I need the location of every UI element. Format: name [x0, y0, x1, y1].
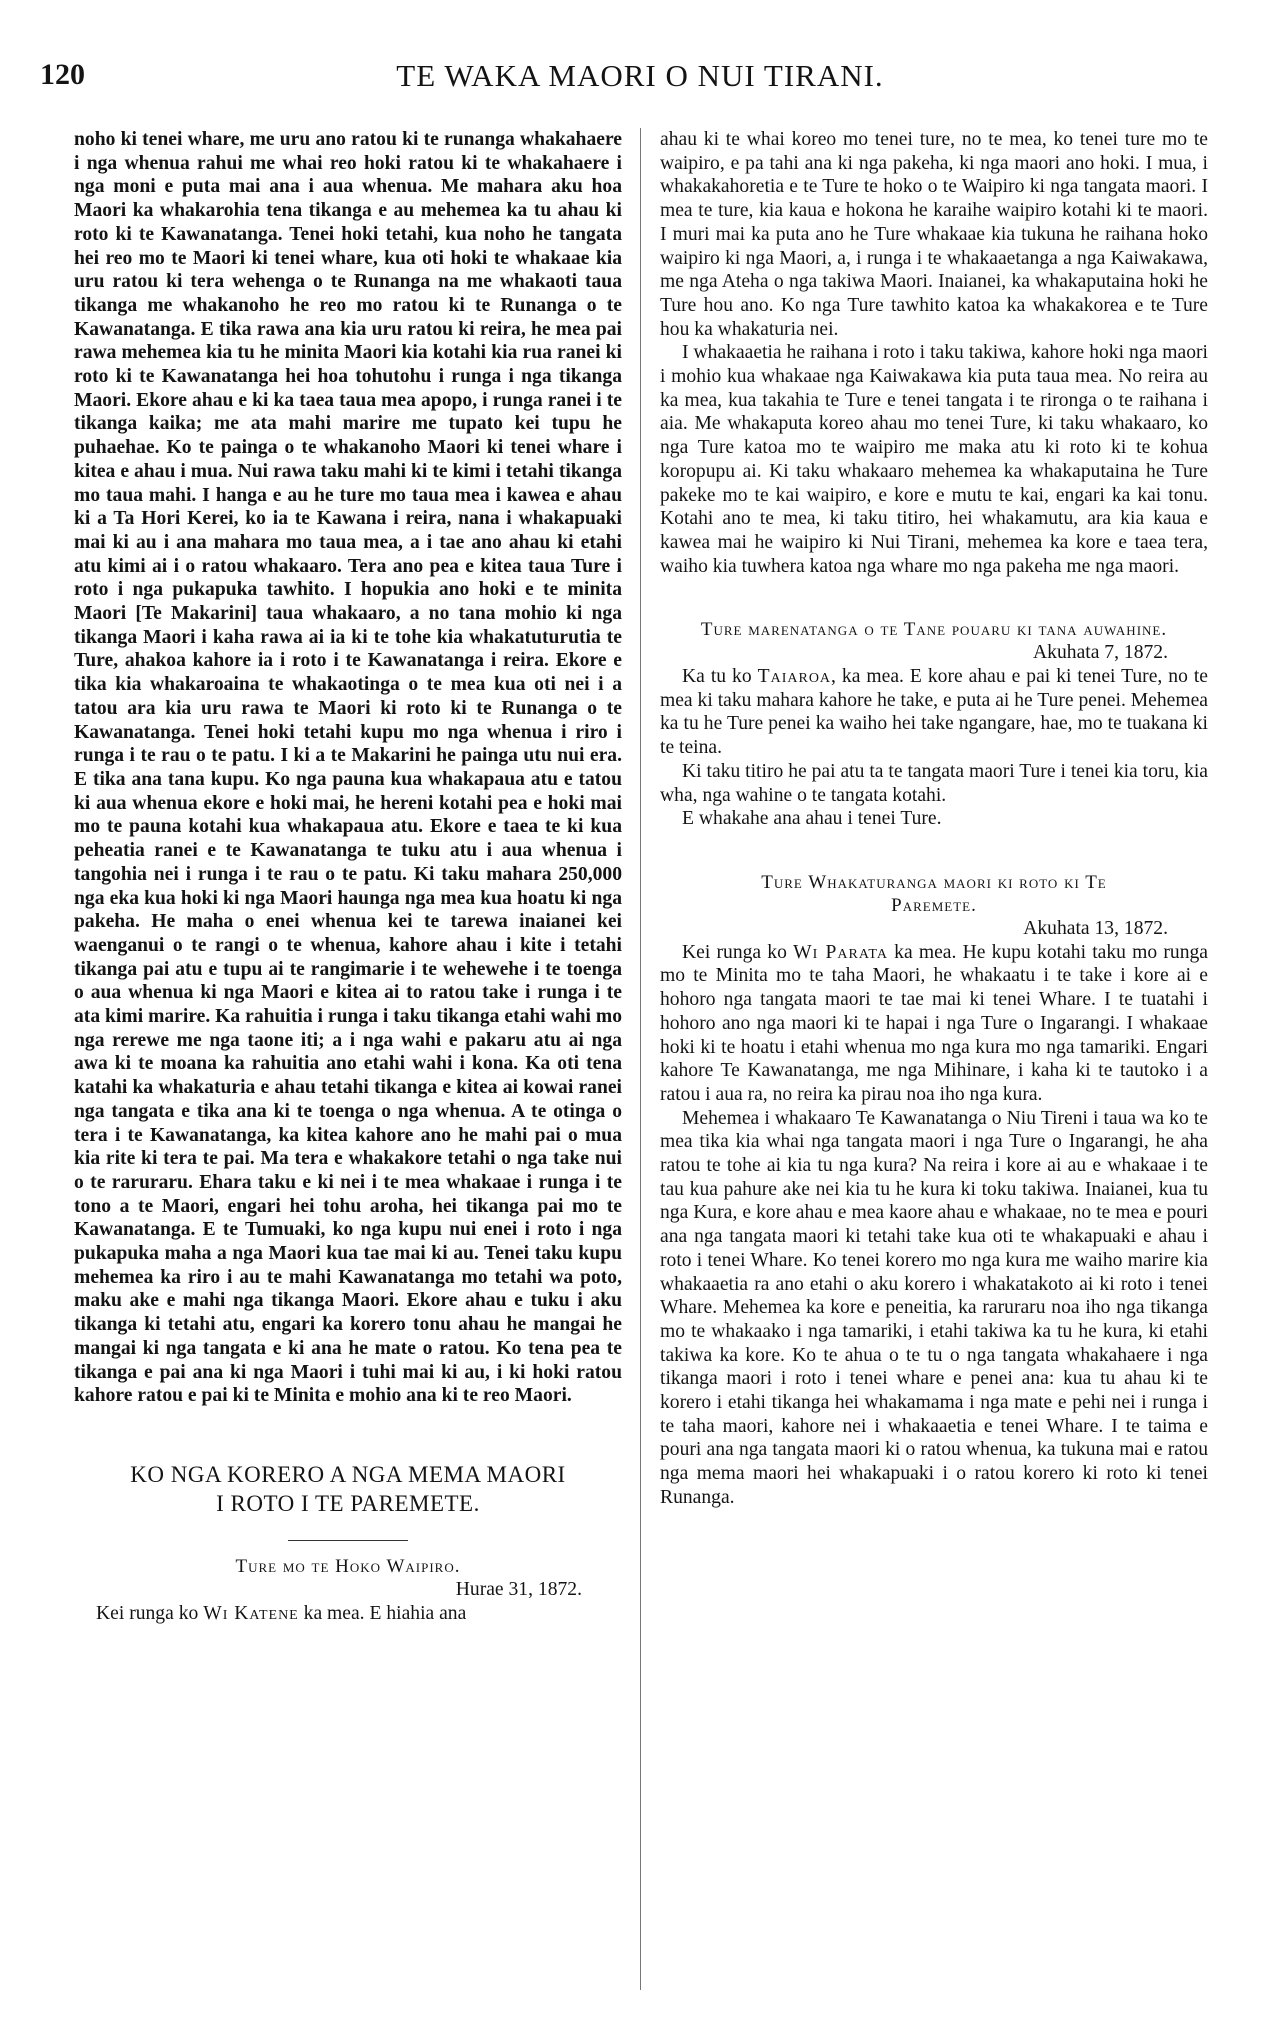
speaker-name: Wi Parata — [793, 941, 888, 963]
sub-heading: Ture Whakaturanga maori ki roto ki Te — [761, 871, 1107, 893]
sub-heading: Ture mo te Hoko Waipiro. — [235, 1555, 461, 1577]
heading-rule — [288, 1540, 408, 1541]
sub-heading: Paremete. — [891, 894, 977, 916]
right-column — [660, 128, 1208, 1510]
heading-block — [660, 871, 1208, 941]
page-number: 120 — [40, 58, 85, 91]
speaker-rest: , ka mea. E kore ahau e pai ki tenei Ture, no te mea ki taku mahara kahore he take, e puta ai he Ture penei. Mehemea ka tu he Ture penei ka waiho hei take ngangare, hae, mo te tuakana ki te teina. — [660, 666, 1208, 759]
speaker-intro: Kei runga ko — [682, 941, 787, 963]
paragraph — [74, 1602, 622, 1626]
running-title: TE WAKA MAORI O NUI TIRANI. — [396, 58, 884, 93]
paragraph: noho ki tenei whare, me uru ano ratou ki te runanga whakahaere i nga whenua rahui me whai reo hoki ratou ki te whakahaere i nga moni e puta mai ana i aua whenua. Me mahara aku hoa Maori ka whakarohia tena tikanga e au mehemea ka tu ahau ki roto ki te Kawanatanga. Tenei hoki tetahi, kua noho he tangata hei reo mo te Maori ki tenei whare, kua oti hoki te whakaae kia uru ratou ki tera wehenga o te Runanga na me whakaoti taua tikanga me whakanoho he reo mo ratou ki te Runanga o te Kawanatanga. E tika rawa ana kia uru ratou ki reira, he mea pai rawa mehemea kia tu he minita Maori kia kotahi kia rua ranei ki roto ki te Kawanatanga hei hoa tohutohu i runga i nga tikanga Maori. Ekore ahau e ki ka taea taua mea apopo, i runga ranei i te tikanga kaika; me ata mahi marire me tupato kei tupu he puhaehae. Ko te painga o te whakanoho Maori ki tenei whare i kitea e ahau i mua. Nui rawa taku mahi ki te kimi i tetahi tikanga mo taua mahi. I hanga e au he ture mo taua mea i kawea e ahau ki a Ta Hori Kerei, ko ia te Kawana i reira, nana i whakapuaki mai ki au i ana mahara mo taua mea, a i tae ano ahau ki etahi atu kimi ai i o ratou whakaaro. Tera ano pea e kitea taua Ture i roto i nga pukapuka tawhito. I hopukia ano hoki e te minita Maori [Te Makarini] taua whakaaro, a no tana mohio ki nga tikanga Maori i kaha rawa ai ia ki te tohe kia whakatuturutia te Ture, ahakoa kahore ia i roto i te Kawanatanga i reira. Ekore e tika kia whakaroaina te whakaotinga o te mea kua oti nei i a tatou ara kia uru rawa te Maori ki roto ki te Runanga o te Kawanatanga. Tenei hoki tetahi kupu mo nga whenua i riro i runga i te rau o te patu. I ki a te Makarini he painga utu nui era. E tika ana tana kupu. Ko nga pauna kua whakapaua atu e tatou ki aua whenua ekore e hoki mai, he hereni kotahi pea e hoki mai mo te pauna kotahi kua whakapaua atu. Ekore e taea te ki kua peheatia ranei e te Kawanatanga te tuku atu i aua whenua i tangohia nei i runga i te rau o te patu. Ki taku mahara 250,000 nga eka kua hoki ki nga Maori haunga nga mea kua hoatu ki nga pakeha. He maha o enei whenua kei te tarewa inaianei kei waenganui o te rangi o te whenua, kahore ahau i kite i tetahi tikanga pai atu e tupu ai te rangimarie i te wehewehe i te toenga o aua whenua ki nga Maori e kitea ai to ratou take i runga i te ata kimi marire. Ka rahuitia i runga i taku tikanga etahi wahi mo nga rerewe me nga taone iti; a i nga wahi e pakaru atu ai nga awa ki te moana ka rahuitia ano etahi wahi i kona. Ka oti tena katahi ka whakaturia e ahau tetahi tikanga e kitea ai kowai ranei nga tangata e tika ana ki te toenga o nga whenua. A te otinga o tera i te Kawanatanga, ka kitea kahore ano he mahi pai o mua kia rite ki tera te pai. Ma tera e whakakore tetahi o nga take nui o te raruraru. Ehara taku e ki nei i te mea whakaae i runga i te tono a te Maori, engari hei tohu aroha, hei tikanga pai mo te Kawanatanga. E te Tumuaki, ko nga kupu nui enei i roto i nga pukapuka maha a nga Maori kua tae mai ki au. Tenei taku kupu mehemea ka riro i au te mahi Kawanatanga mo tetahi wa poto, maku ake e mahi nga tikanga Maori. Ekore ahau e tuku i aku tikanga ki tetahi atu, engari ka korero tonu ahau he mangai he mangai ki nga tangata e ki ana he mate o ratou. Ko tena pea te tikanga e pai ana ki nga Maori i tuhi mai ki au, i ki hoki ratou kahore ratou e pai ki te Minita e mohio ana ki te reo Maori. — [74, 129, 622, 1407]
paragraph: I whakaaetia he raihana i roto i taku takiwa, kahore hoki nga maori i mohio kua whakaae nga Kaiwakawa kia puta taua mea. No reira au ka mea, kua takahia te Ture e tenei tangata i te rironga o te raihana i aia. Me whakaputa koreo ahau mo tenei Ture, ki taku whakaaro, ko nga Ture katoa mo te waipiro me maka atu ki roto ki te kohua koropupu ai. Ki taku whakaaro mehemea ka whakaputaina he Ture pakeke mo te kai waipiro, e kore e mutu te kai, engari ka kai tonu. Kotahi ano te mea, ki taku titiro, hei whakamutu, ara kia kaua e kawea mai he waipiro ki Nui Tirani, mehemea ka kore e taea tera, waiho kia tuwhera katoa nga whare mo nga pakeha me nga maori. — [660, 342, 1208, 577]
paragraph — [660, 941, 1208, 1107]
speaker-rest: ka mea. He kupu kotahi taku mo runga mo te Minita mo te taha Maori, he whakaatu i te take i kore ai e hohoro nga tangata maori te tae mai ki tenei Whare. I te tuatahi i hohoro ano nga maori ki te hapai i nga Ture o Ingarangi. I whakaae hoki ki te hoatu i etahi whenua mo nga kura mo nga tamariki. Engari kahore Te Kawanatanga, me nga Mihinare, i kaha ki te tautoko i a ratou i aua ra, no reira ka pirau noa iho nga kura. — [660, 941, 1209, 1105]
paragraph — [660, 665, 1208, 760]
paragraph: E whakahe ana ahau i tenei Ture. — [682, 808, 942, 830]
column-divider — [640, 128, 641, 1990]
heading-block — [660, 618, 1208, 665]
date-line: Akuhata 7, 1872. — [1033, 642, 1168, 664]
paragraph: ahau ki te whai koreo mo tenei ture, no te mea, ko tenei ture mo te waipiro, e pa tahi ana ki nga pakeha, ki nga maori ano hoki. I mua, i whakakahoretia e te Ture te hoko o te Waipiro ki nga tangata maori. I mea te ture, kia kaua e hokona he karaihe waipiro kotahi ki te maori. I muri mai ka puta ano he Ture whakaae kia tukuna he raihana hoko waipiro ki nga Maori, a, i runga i te whakaaetanga a nga Kaiwakawa, me nga Ateha o nga takiwa Maori. Inaianei, ka whakaputaina hoki he Ture hou ano. Ko nga Ture tawhito katoa ka whakakorea e te Ture hou ka whakaturia nei. — [660, 129, 1208, 340]
speaker-name: Wi Katene — [203, 1602, 299, 1624]
page-header — [40, 58, 1240, 118]
speaker-intro: Ka tu ko — [682, 666, 752, 688]
date-line: Akuhata 13, 1872. — [1023, 917, 1168, 939]
speaker-intro: Kei runga ko — [96, 1602, 199, 1624]
paragraph: Mehemea i whakaaro Te Kawanatanga o Niu Tireni i taua wa ko te mea tika kia whai nga tangata maori i nga Ture o Ingarangi, he aha ratou te tohe ai kia tu nga kura? Na reira i kore ai au e whakaae i te tau kua pahure ake nei kia tu he kura ki toku takiwa. Inaianei, kua tu nga Kura, e kore ahau e mea kaore ahau e whakaae, no te mea e pouri ana nga tangata maori ki tetahi take kua oti te whakapuaki e ahau i roto i tenei Whare. Ko tenei korero mo nga kura me waiho marire kia whakaaetia ra ano etahi o aku korero i whakatakoto ai ki roto i tenei Whare. Mehemea ka kore e peneitia, ka raruraru noa iho nga tikanga mo te whakaako i nga tamariki, i etahi takiwa ka tu he kura, ki etahi takiwa ka kore. Ko te ahua o te tu o nga tangata whakahaere i nga tikanga maori i roto i tenei whare e penei ana: kua tu ahau ki te korero i etahi tikanga hei whakamama i nga mate e pehi nei i runga i te taha maori, kahore nei i whakaaetia e tenei Whare. I te taima e pouri ana nga tangata maori ki o ratou whenua, ka tukuna mai e ratou nga mema maori hei whakapuaki i o ratou korero ki roto ki tenei Runanga. — [660, 1107, 1208, 1508]
speaker-rest: ka mea. E hiahia ana — [303, 1602, 467, 1624]
section-heading — [74, 1460, 622, 1518]
section-heading-line: I ROTO I TE PAREMETE. — [216, 1490, 480, 1516]
left-column — [74, 128, 622, 1625]
sub-heading: Ture marenatanga o te Tane pouaru ki tana auwahine. — [700, 619, 1168, 641]
section-heading-line: KO NGA KORERO A NGA MEMA MAORI — [130, 1461, 566, 1487]
paragraph: Ki taku titiro he pai atu ta te tangata maori Ture i tenei kia toru, kia wha, nga wahine o te tangata kotahi. — [660, 760, 1208, 806]
date-line: Hurae 31, 1872. — [455, 1578, 582, 1600]
speaker-name: Taiaroa — [757, 666, 832, 688]
